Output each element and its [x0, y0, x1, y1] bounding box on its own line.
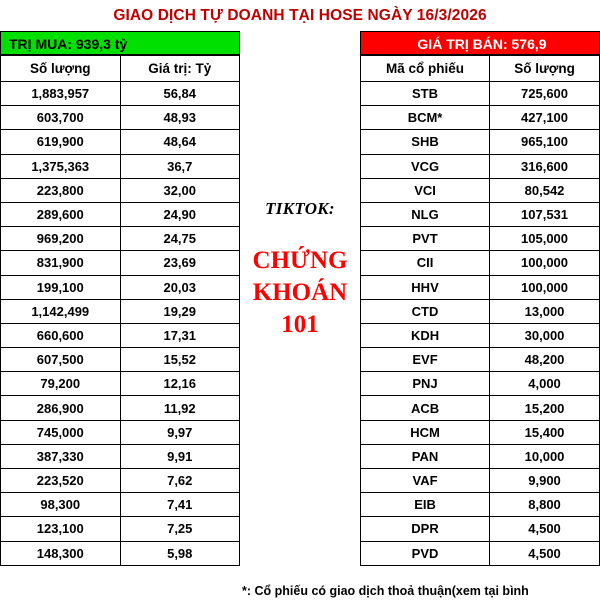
table-row: [1, 517, 240, 541]
table-row: [361, 469, 600, 493]
table-row: [1, 154, 240, 178]
buy-quantity: 660,600: [1, 323, 121, 347]
buy-value: 19,29: [120, 299, 240, 323]
buy-value: 48,64: [120, 130, 240, 154]
table-row: [361, 420, 600, 444]
buy-value: 23,69: [120, 251, 240, 275]
buy-value: 9,97: [120, 420, 240, 444]
sell-quantity: 105,000: [490, 227, 600, 251]
table-row: [1, 275, 240, 299]
sell-ticker: KDH: [361, 323, 490, 347]
sell-quantity: 725,600: [490, 82, 600, 106]
table-row: [361, 372, 600, 396]
table-row: [361, 106, 600, 130]
buy-quantity: 745,000: [1, 420, 121, 444]
sell-quantity: 8,800: [490, 493, 600, 517]
table-row: [1, 82, 240, 106]
buy-value: 12,16: [120, 372, 240, 396]
sell-ticker: BCM*: [361, 106, 490, 130]
table-row: [361, 154, 600, 178]
sell-ticker: VCG: [361, 154, 490, 178]
sell-quantity: 30,000: [490, 323, 600, 347]
buy-value: 5,98: [120, 541, 240, 565]
sell-quantity: 4,500: [490, 541, 600, 565]
sell-ticker: HHV: [361, 275, 490, 299]
buy-table: [0, 55, 240, 566]
buy-quantity: 387,330: [1, 444, 121, 468]
sell-quantity: 15,400: [490, 420, 600, 444]
table-row: [1, 348, 240, 372]
sell-quantity: 9,900: [490, 469, 600, 493]
buy-quantity: 123,100: [1, 517, 121, 541]
table-row: [361, 178, 600, 202]
sell-col-header-quantity: Số lượng: [490, 56, 600, 82]
buy-banner: TRỊ MUA: 939,3 tỷ: [0, 31, 240, 55]
sell-quantity: 48,200: [490, 348, 600, 372]
sell-quantity: 4,500: [490, 517, 600, 541]
table-row: [361, 130, 600, 154]
sell-table-body: [361, 82, 600, 566]
table-row: [361, 323, 600, 347]
buy-quantity: 98,300: [1, 493, 121, 517]
buy-quantity: 619,900: [1, 130, 121, 154]
sell-ticker: PVT: [361, 227, 490, 251]
buy-quantity: 969,200: [1, 227, 121, 251]
buy-value: 7,62: [120, 469, 240, 493]
buy-value: 24,75: [120, 227, 240, 251]
table-row: [361, 251, 600, 275]
buy-quantity: 223,800: [1, 178, 121, 202]
buy-value: 20,03: [120, 275, 240, 299]
sell-ticker: STB: [361, 82, 490, 106]
buy-value: 17,31: [120, 323, 240, 347]
sell-ticker: PAN: [361, 444, 490, 468]
table-row: [361, 517, 600, 541]
sell-banner: GIÁ TRỊ BÁN: 576,9: [360, 31, 600, 55]
sell-quantity: 10,000: [490, 444, 600, 468]
buy-quantity: 79,200: [1, 372, 121, 396]
sell-ticker: EVF: [361, 348, 490, 372]
table-row: [1, 106, 240, 130]
page-title: GIAO DỊCH TỰ DOANH TẠI HOSE NGÀY 16/3/2026: [113, 7, 487, 24]
buy-table-body: [1, 82, 240, 566]
table-row: [1, 541, 240, 565]
table-row: [361, 275, 600, 299]
promo-line-1: CHỨNG: [252, 247, 348, 274]
sell-quantity: 965,100: [490, 130, 600, 154]
table-row: [1, 227, 240, 251]
sell-ticker: NLG: [361, 202, 490, 226]
sell-ticker: CTD: [361, 299, 490, 323]
sell-quantity: 316,600: [490, 154, 600, 178]
promo-box: [240, 31, 360, 601]
sell-quantity: 80,542: [490, 178, 600, 202]
buy-quantity: 1,883,957: [1, 82, 121, 106]
table-row: [1, 444, 240, 468]
buy-quantity: 223,520: [1, 469, 121, 493]
sell-ticker: VAF: [361, 469, 490, 493]
sell-ticker: HCM: [361, 420, 490, 444]
buy-value: 9,91: [120, 444, 240, 468]
buy-quantity: 199,100: [1, 275, 121, 299]
table-row: [361, 82, 600, 106]
table-row: [361, 348, 600, 372]
sell-ticker: PNJ: [361, 372, 490, 396]
buy-value: 7,25: [120, 517, 240, 541]
table-row: [1, 396, 240, 420]
buy-quantity: 1,142,499: [1, 299, 121, 323]
sell-quantity: 107,531: [490, 202, 600, 226]
sell-quantity: 100,000: [490, 275, 600, 299]
table-row: [361, 396, 600, 420]
promo-line-3: 101: [281, 311, 319, 338]
table-row: [361, 227, 600, 251]
table-row: [1, 299, 240, 323]
buy-quantity: 603,700: [1, 106, 121, 130]
sell-header-row: [361, 56, 600, 82]
buy-section: [0, 31, 240, 566]
table-row: [361, 202, 600, 226]
table-row: [1, 372, 240, 396]
table-row: [361, 299, 600, 323]
sell-table: [360, 55, 600, 566]
sell-ticker: EIB: [361, 493, 490, 517]
table-row: [1, 323, 240, 347]
buy-value: 15,52: [120, 348, 240, 372]
table-row: [1, 493, 240, 517]
sell-quantity: 15,200: [490, 396, 600, 420]
sell-ticker: SHB: [361, 130, 490, 154]
sell-ticker: DPR: [361, 517, 490, 541]
sell-ticker: CII: [361, 251, 490, 275]
buy-value: 7,41: [120, 493, 240, 517]
table-row: [1, 178, 240, 202]
table-row: [361, 493, 600, 517]
sell-quantity: 4,000: [490, 372, 600, 396]
content-grid: [0, 31, 600, 601]
sell-quantity: 427,100: [490, 106, 600, 130]
tiktok-label: TIKTOK:: [265, 199, 335, 218]
sell-quantity: 100,000: [490, 251, 600, 275]
sell-ticker: VCI: [361, 178, 490, 202]
table-row: [1, 251, 240, 275]
buy-value: 48,93: [120, 106, 240, 130]
sell-section: [360, 31, 600, 566]
sell-ticker: PVD: [361, 541, 490, 565]
table-row: [1, 420, 240, 444]
buy-col-header-quantity: Số lượng: [1, 56, 121, 82]
table-row: [361, 444, 600, 468]
table-row: [1, 130, 240, 154]
promo-section: [240, 31, 360, 601]
buy-quantity: 607,500: [1, 348, 121, 372]
buy-quantity: 286,900: [1, 396, 121, 420]
buy-value: 32,00: [120, 178, 240, 202]
buy-value: 56,84: [120, 82, 240, 106]
buy-value: 24,90: [120, 202, 240, 226]
buy-col-header-value: Giá trị: Tỷ: [120, 56, 240, 82]
buy-value: 11,92: [120, 396, 240, 420]
buy-header-row: [1, 56, 240, 82]
table-row: [361, 541, 600, 565]
buy-quantity: 831,900: [1, 251, 121, 275]
table-row: [1, 469, 240, 493]
buy-quantity: 289,600: [1, 202, 121, 226]
buy-quantity: 148,300: [1, 541, 121, 565]
sell-quantity: 13,000: [490, 299, 600, 323]
footnote: *: Cổ phiếu có giao dịch thoả thuận(xem tại bình: [242, 584, 529, 598]
promo-line-2: KHOÁN: [252, 279, 348, 306]
sell-ticker: ACB: [361, 396, 490, 420]
buy-quantity: 1,375,363: [1, 154, 121, 178]
table-row: [1, 202, 240, 226]
sell-col-header-ticker: Mã cổ phiếu: [361, 56, 490, 82]
buy-value: 36,7: [120, 154, 240, 178]
